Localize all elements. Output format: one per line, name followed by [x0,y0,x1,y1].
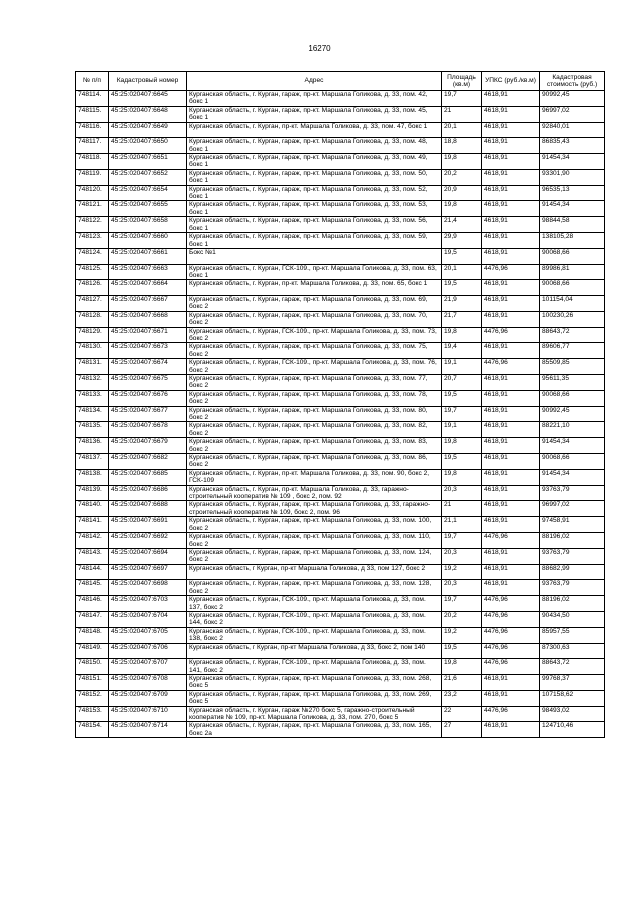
cell-number: 748138. [76,469,109,485]
cell-upks: 4618,91 [482,91,540,107]
cell-cadastral-value: 93763,79 [540,485,605,501]
header-upks: УПКС (руб./кв.м) [482,72,540,91]
cell-cadastral-value: 90068,66 [540,390,605,406]
cell-address: Курганская область, г. Курган, ГСК-109., пр-кт. Маршала Голикова, д. 33, пом. 144, бокс 2 [187,611,442,627]
cell-upks: 4618,91 [482,722,540,738]
cell-number: 748134. [76,406,109,422]
table-row [76,280,605,296]
cell-cadastral-number: 45:25:020407:6694 [109,548,187,564]
cell-area: 18,8 [442,138,482,154]
cell-cadastral-value: 90992,45 [540,406,605,422]
cell-cadastral-number: 45:25:020407:6648 [109,106,187,122]
cell-upks: 4476,96 [482,596,540,612]
table-row [76,659,605,675]
cell-upks: 4618,91 [482,248,540,264]
cell-number: 748146. [76,596,109,612]
cell-number: 748125. [76,264,109,280]
cell-cadastral-number: 45:25:020407:6655 [109,201,187,217]
cell-upks: 4618,91 [482,690,540,706]
cell-cadastral-value: 98493,02 [540,706,605,722]
table-row [76,690,605,706]
cell-cadastral-value: 138105,28 [540,233,605,249]
cell-cadastral-number: 45:25:020407:6664 [109,280,187,296]
cell-area: 19,5 [442,390,482,406]
cell-cadastral-number: 45:25:020407:6650 [109,138,187,154]
cell-cadastral-number: 45:25:020407:6649 [109,122,187,138]
cell-address: Курганская область, г. Курган, гараж, пр-кт. Маршала Голикова, д. 33, пом. 83, бокс 2 [187,438,442,454]
header-number: № п/п [76,72,109,91]
cell-area: 20,2 [442,611,482,627]
cell-upks: 4618,91 [482,501,540,517]
table-row [76,138,605,154]
cell-address: Курганская область, г. Курган, ГСК-109., пр-кт. Маршала Голикова, д. 33, пом. 138, бокс 2 [187,627,442,643]
cell-cadastral-value: 90992,45 [540,91,605,107]
cell-address: Курганская область, г. Курган, гараж, пр-кт. Маршала Голикова, д. 33, пом. 268, бокс 5 [187,674,442,690]
cell-area: 19,8 [442,154,482,170]
cell-area: 20,1 [442,264,482,280]
table-row [76,91,605,107]
cell-cadastral-number: 45:25:020407:6686 [109,485,187,501]
cell-area: 19,1 [442,422,482,438]
cell-upks: 4618,91 [482,106,540,122]
table-row [76,533,605,549]
cell-area: 19,4 [442,343,482,359]
cell-cadastral-value: 91454,34 [540,438,605,454]
cell-cadastral-number: 45:25:020407:6654 [109,185,187,201]
table-row [76,611,605,627]
table-row [76,548,605,564]
cell-upks: 4618,91 [482,201,540,217]
table-row [76,564,605,580]
cell-area: 19,8 [442,659,482,675]
cell-address: Курганская область, г. Курган, ГСК-109., пр-кт. Маршала Голикова, д. 33, пом. 76, бокс 2 [187,359,442,375]
cell-area: 21,6 [442,674,482,690]
cell-address: Курганская область, г. Курган, гараж, пр-кт. Маршала Голикова, д. 33, пом. 80, бокс 2 [187,406,442,422]
cell-upks: 4618,91 [482,406,540,422]
cell-address: Курганская область, г. Курган, пр-кт. Маршала Голикова, д. 33, пом. 47, бокс 1 [187,122,442,138]
cell-cadastral-value: 90434,50 [540,611,605,627]
cell-address: Курганская область, г. Курган, гараж, пр-кт. Маршала Голикова, д. 33, пом. 77, бокс 2 [187,374,442,390]
cell-cadastral-number: 45:25:020407:6674 [109,359,187,375]
cell-address: Курганская область, г. Курган, гараж, пр-кт. Маршала Голикова, д. 33, пом. 269, бокс 5 [187,690,442,706]
cell-cadastral-number: 45:25:020407:6668 [109,311,187,327]
cell-address: Курганская область, г. Курган, ГСК-109., пр-кт. Маршала Голикова, д. 33, пом. 73, бокс 2 [187,327,442,343]
cadastral-table [75,71,605,738]
cell-cadastral-number: 45:25:020407:6677 [109,406,187,422]
cell-cadastral-number: 45:25:020407:6663 [109,264,187,280]
cell-cadastral-value: 91454,34 [540,154,605,170]
cell-upks: 4618,91 [482,438,540,454]
cell-cadastral-value: 100230,26 [540,311,605,327]
cell-area: 19,7 [442,406,482,422]
cell-number: 748116. [76,122,109,138]
header-area: Площадь (кв.м) [442,72,482,91]
cell-address: Курганская область, г. Курган, гараж, пр-кт. Маршала Голикова, д. 33, пом. 69, бокс 2 [187,295,442,311]
cell-number: 748150. [76,659,109,675]
cell-cadastral-value: 89986,81 [540,264,605,280]
cell-cadastral-number: 45:25:020407:6676 [109,390,187,406]
table-row [76,485,605,501]
cell-number: 748127. [76,295,109,311]
cell-address: Курганская область, г. Курган, гараж, пр-кт. Маршала Голикова, д. 33, пом. 86, бокс 2 [187,454,442,470]
cell-number: 748123. [76,233,109,249]
cell-number: 748153. [76,706,109,722]
cell-upks: 4618,91 [482,674,540,690]
cell-upks: 4618,91 [482,422,540,438]
cell-area: 21,9 [442,295,482,311]
cell-number: 748135. [76,422,109,438]
cell-cadastral-value: 98844,58 [540,217,605,233]
cell-cadastral-value: 107158,62 [540,690,605,706]
table-row [76,343,605,359]
cell-cadastral-number: 45:25:020407:6673 [109,343,187,359]
cell-area: 19,5 [442,280,482,296]
cell-address: Курганская область, г. Курган, гараж, пр-кт. Маршала Голикова, д. 33, пом. 53, бокс 1 [187,201,442,217]
table-row [76,517,605,533]
table-row [76,580,605,596]
cell-area: 23,2 [442,690,482,706]
cell-area: 19,5 [442,454,482,470]
cell-number: 748136. [76,438,109,454]
cell-number: 748147. [76,611,109,627]
table-row [76,106,605,122]
header-address: Адрес [187,72,442,91]
header-cadastral-number: Кадастровый номер [109,72,187,91]
cell-cadastral-number: 45:25:020407:6703 [109,596,187,612]
table-row [76,674,605,690]
cell-upks: 4618,91 [482,564,540,580]
cell-number: 748152. [76,690,109,706]
cell-cadastral-number: 45:25:020407:6688 [109,501,187,517]
cell-number: 748114. [76,91,109,107]
cell-cadastral-value: 87300,63 [540,643,605,659]
table-row [76,406,605,422]
cell-address: Курганская область, г. Курган, гараж, пр-кт. Маршала Голикова, д. 33, пом. 42, бокс 1 [187,91,442,107]
cell-area: 20,1 [442,122,482,138]
cell-cadastral-number: 45:25:020407:6709 [109,690,187,706]
cell-number: 748118. [76,154,109,170]
cell-cadastral-value: 85509,85 [540,359,605,375]
cell-number: 748132. [76,374,109,390]
cell-cadastral-number: 45:25:020407:6679 [109,438,187,454]
table-row [76,454,605,470]
table-row [76,185,605,201]
cell-area: 20,9 [442,185,482,201]
cell-number: 748144. [76,564,109,580]
cell-cadastral-value: 99768,37 [540,674,605,690]
cell-address: Курганская область, г. Курган, пр-кт. Маршала Голикова, д. 33, пом. 65, бокс 1 [187,280,442,296]
cell-address: Курганская область, г Курган, пр-кт Маршала Голикова, д 33, пом 127, бокс 2 [187,564,442,580]
cell-address: Курганская область, г Курган, пр-кт Маршала Голикова, д 33, бокс 2, пом 140 [187,643,442,659]
cell-area: 20,7 [442,374,482,390]
cell-cadastral-number: 45:25:020407:6678 [109,422,187,438]
cell-cadastral-number: 45:25:020407:6685 [109,469,187,485]
cell-number: 748141. [76,517,109,533]
cell-cadastral-value: 86835,43 [540,138,605,154]
cell-address: Курганская область, г. Курган, ГСК-109., пр-кт. Маршала Голикова, д. 33, пом. 137, бокс 2 [187,596,442,612]
table-row [76,359,605,375]
cell-area: 19,7 [442,596,482,612]
cell-cadastral-number: 45:25:020407:6671 [109,327,187,343]
cell-upks: 4476,96 [482,327,540,343]
table-row [76,438,605,454]
table-row [76,627,605,643]
cell-address: Курганская область, г. Курган, гараж, пр-кт. Маршала Голикова, д. 33, пом. 45, бокс 1 [187,106,442,122]
cell-address: Курганская область, г. Курган, гараж, пр-кт. Маршала Голикова, д. 33, пом. 50, бокс 1 [187,169,442,185]
cell-upks: 4618,91 [482,548,540,564]
cell-address: Курганская область, г. Курган, гараж, пр-кт. Маршала Голикова, д. 33, пом. 56, бокс 1 [187,217,442,233]
table-row [76,311,605,327]
cell-cadastral-number: 45:25:020407:6707 [109,659,187,675]
cell-area: 19,1 [442,359,482,375]
cell-cadastral-value: 88643,72 [540,327,605,343]
cell-number: 748139. [76,485,109,501]
cell-number: 748121. [76,201,109,217]
cell-address: Курганская область, г. Курган, пр-кт. Маршала Голикова, д. 33, гаражно-строительный кооператив № 109 , бокс 2, пом. 92 [187,485,442,501]
cell-area: 19,5 [442,248,482,264]
table-row [76,295,605,311]
table-row [76,422,605,438]
cell-number: 748151. [76,674,109,690]
cell-area: 19,2 [442,627,482,643]
cell-cadastral-number: 45:25:020407:6698 [109,580,187,596]
cell-number: 748154. [76,722,109,738]
cell-number: 748115. [76,106,109,122]
table-row [76,217,605,233]
cell-cadastral-value: 91454,34 [540,201,605,217]
cell-cadastral-value: 88196,02 [540,533,605,549]
table-body [76,91,605,738]
cell-number: 748148. [76,627,109,643]
cell-cadastral-value: 96535,13 [540,185,605,201]
cell-address: Курганская область, г. Курган, гараж, пр-кт. Маршала Голикова, д. 33, пом. 78, бокс 2 [187,390,442,406]
cell-cadastral-value: 93763,79 [540,548,605,564]
table-row [76,374,605,390]
cell-number: 748124. [76,248,109,264]
cell-upks: 4618,91 [482,580,540,596]
cell-upks: 4476,96 [482,627,540,643]
cell-address: Курганская область, г. Курган, гараж, пр-кт. Маршала Голикова, д. 33, пом. 59, бокс 1 [187,233,442,249]
table-row [76,501,605,517]
cell-upks: 4618,91 [482,169,540,185]
table-row [76,706,605,722]
cell-cadastral-value: 96997,02 [540,106,605,122]
cell-address: Курганская область, г. Курган, ГСК-109., пр-кт. Маршала Голикова, д. 33, пом. 141, бокс 2 [187,659,442,675]
cell-area: 22 [442,706,482,722]
cell-cadastral-value: 91454,34 [540,469,605,485]
cell-upks: 4476,96 [482,359,540,375]
cell-area: 21,7 [442,311,482,327]
cell-cadastral-value: 88643,72 [540,659,605,675]
cell-cadastral-number: 45:25:020407:6682 [109,454,187,470]
cell-cadastral-value: 93301,90 [540,169,605,185]
cell-number: 748145. [76,580,109,596]
cell-cadastral-value: 97458,91 [540,517,605,533]
cell-upks: 4618,91 [482,122,540,138]
cell-address: Курганская область, г. Курган, гараж, пр-кт. Маршала Голикова, д. 33, пом. 165, бокс 2а [187,722,442,738]
cell-cadastral-number: 45:25:020407:6704 [109,611,187,627]
cell-cadastral-number: 45:25:020407:6667 [109,295,187,311]
cell-number: 748142. [76,533,109,549]
cell-cadastral-value: 124710,46 [540,722,605,738]
cell-area: 20,2 [442,169,482,185]
cell-cadastral-value: 85957,55 [540,627,605,643]
cell-upks: 4476,96 [482,533,540,549]
cell-address: Курганская область, г. Курган, гараж, пр-кт. Маршала Голикова, д. 33, пом. 82, бокс 2 [187,422,442,438]
cell-cadastral-value: 90068,66 [540,280,605,296]
table-row [76,248,605,264]
table-row [76,722,605,738]
header-cadastral-value: Кадастровая стоимость (руб.) [540,72,605,91]
cell-number: 748126. [76,280,109,296]
cell-number: 748119. [76,169,109,185]
cell-address: Курганская область, г. Курган, гараж, пр-кт. Маршала Голикова, д. 33, пом. 75, бокс 2 [187,343,442,359]
cell-cadastral-number: 45:25:020407:6658 [109,217,187,233]
cell-area: 21,4 [442,217,482,233]
cell-area: 19,8 [442,327,482,343]
cell-area: 19,5 [442,643,482,659]
cell-address: Курганская область, г. Курган, гараж, пр-кт. Маршала Голикова, д. 33, пом. 48, бокс 1 [187,138,442,154]
cell-area: 19,2 [442,564,482,580]
cell-upks: 4618,91 [482,485,540,501]
cell-cadastral-value: 88221,10 [540,422,605,438]
cell-area: 19,7 [442,91,482,107]
cell-area: 21 [442,106,482,122]
table-row [76,169,605,185]
cell-cadastral-number: 45:25:020407:6710 [109,706,187,722]
cell-number: 748140. [76,501,109,517]
table-row [76,233,605,249]
cell-cadastral-number: 45:25:020407:6660 [109,233,187,249]
cell-area: 19,8 [442,438,482,454]
cell-cadastral-value: 88682,99 [540,564,605,580]
cell-cadastral-number: 45:25:020407:6675 [109,374,187,390]
cell-cadastral-value: 92840,01 [540,122,605,138]
table-row [76,122,605,138]
cell-address: Курганская область, г. Курган, пр-кт. Маршала Голикова, д. 33, пом. 90, бокс 2, ГСК-109 [187,469,442,485]
cell-upks: 4476,96 [482,643,540,659]
cell-cadastral-number: 45:25:020407:6705 [109,627,187,643]
cell-upks: 4618,91 [482,374,540,390]
cell-address: Курганская область, г. Курган, гараж, пр-кт. Маршала Голикова, д. 33, пом. 52, бокс 1 [187,185,442,201]
cell-number: 748133. [76,390,109,406]
cell-upks: 4618,91 [482,233,540,249]
table-row [76,154,605,170]
cell-upks: 4618,91 [482,185,540,201]
page-number: 16270 [308,44,331,53]
cell-upks: 4476,96 [482,264,540,280]
cell-upks: 4618,91 [482,469,540,485]
cell-number: 748128. [76,311,109,327]
cell-cadastral-number: 45:25:020407:6651 [109,154,187,170]
cell-number: 748117. [76,138,109,154]
cell-cadastral-value: 89606,77 [540,343,605,359]
cell-address: Курганская область, г. Курган, гараж, пр-кт. Маршала Голикова, д. 33, пом. 110, бокс 2 [187,533,442,549]
cell-upks: 4618,91 [482,517,540,533]
cell-upks: 4618,91 [482,280,540,296]
cell-number: 748130. [76,343,109,359]
table-row [76,469,605,485]
cell-area: 19,7 [442,533,482,549]
cell-upks: 4618,91 [482,311,540,327]
cell-address: Курганская область, г. Курган, гараж, пр-кт. Маршала Голикова, д. 33, пом. 70, бокс 2 [187,311,442,327]
cell-cadastral-value: 101154,04 [540,295,605,311]
cell-number: 748143. [76,548,109,564]
cell-upks: 4618,91 [482,454,540,470]
cell-upks: 4476,96 [482,611,540,627]
cell-upks: 4618,91 [482,343,540,359]
cell-upks: 4618,91 [482,390,540,406]
cell-address: Курганская область, г. Курган, гараж, пр-кт. Маршала Голикова, д. 33, гаражно-строительный кооператив № 109, бокс 2, пом. 96 [187,501,442,517]
cell-area: 27 [442,722,482,738]
cell-cadastral-value: 90068,66 [540,454,605,470]
cell-number: 748122. [76,217,109,233]
cell-number: 748120. [76,185,109,201]
cell-address: Бокс №1 [187,248,442,264]
cell-cadastral-value: 96997,02 [540,501,605,517]
cell-upks: 4618,91 [482,154,540,170]
cell-cadastral-value: 90068,66 [540,248,605,264]
cell-cadastral-value: 95611,35 [540,374,605,390]
cell-address: Курганская область, г. Курган, гараж, пр-кт. Маршала Голикова, д. 33, пом. 100, бокс 2 [187,517,442,533]
cell-upks: 4476,96 [482,706,540,722]
table-header-row [76,72,605,91]
cell-area: 19,8 [442,469,482,485]
cell-cadastral-value: 88196,02 [540,596,605,612]
cell-upks: 4618,91 [482,217,540,233]
cell-address: Курганская область, г. Курган, ГСК-109., пр-кт. Маршала Голикова, д. 33, пом. 63, бокс 1 [187,264,442,280]
cell-upks: 4618,91 [482,295,540,311]
table-row [76,264,605,280]
cell-area: 21,1 [442,517,482,533]
cell-address: Курганская область, г. Курган, гараж, пр-кт. Маршала Голикова, д. 33, пом. 128, бокс 2 [187,580,442,596]
cell-cadastral-value: 93763,79 [540,580,605,596]
table-row [76,596,605,612]
cell-upks: 4476,96 [482,659,540,675]
cell-cadastral-number: 45:25:020407:6708 [109,674,187,690]
cell-area: 29,9 [442,233,482,249]
table-row [76,390,605,406]
cell-area: 21 [442,501,482,517]
cell-address: Курганская область, г. Курган, гараж №270 бокс 5, гаражно-строительный кооператив № 109, пр-кт. Маршала Голикова, д. 33, пом. 270, бокс 5 [187,706,442,722]
table-row [76,327,605,343]
cell-cadastral-number: 45:25:020407:6652 [109,169,187,185]
cell-cadastral-number: 45:25:020407:6691 [109,517,187,533]
cell-cadastral-number: 45:25:020407:6697 [109,564,187,580]
cell-cadastral-number: 45:25:020407:6661 [109,248,187,264]
cell-address: Курганская область, г. Курган, гараж, пр-кт. Маршала Голикова, д. 33, пом. 124, бокс 2 [187,548,442,564]
cell-number: 748129. [76,327,109,343]
cell-number: 748149. [76,643,109,659]
cell-cadastral-number: 45:25:020407:6645 [109,91,187,107]
cell-area: 20,3 [442,548,482,564]
cell-address: Курганская область, г. Курган, гараж, пр-кт. Маршала Голикова, д. 33, пом. 49, бокс 1 [187,154,442,170]
cell-area: 19,8 [442,201,482,217]
table-row [76,201,605,217]
cell-cadastral-number: 45:25:020407:6706 [109,643,187,659]
cell-cadastral-number: 45:25:020407:6692 [109,533,187,549]
cell-cadastral-number: 45:25:020407:6714 [109,722,187,738]
table-row [76,643,605,659]
cell-upks: 4618,91 [482,138,540,154]
cell-area: 20,3 [442,580,482,596]
cell-number: 748137. [76,454,109,470]
cell-number: 748131. [76,359,109,375]
cell-area: 20,3 [442,485,482,501]
